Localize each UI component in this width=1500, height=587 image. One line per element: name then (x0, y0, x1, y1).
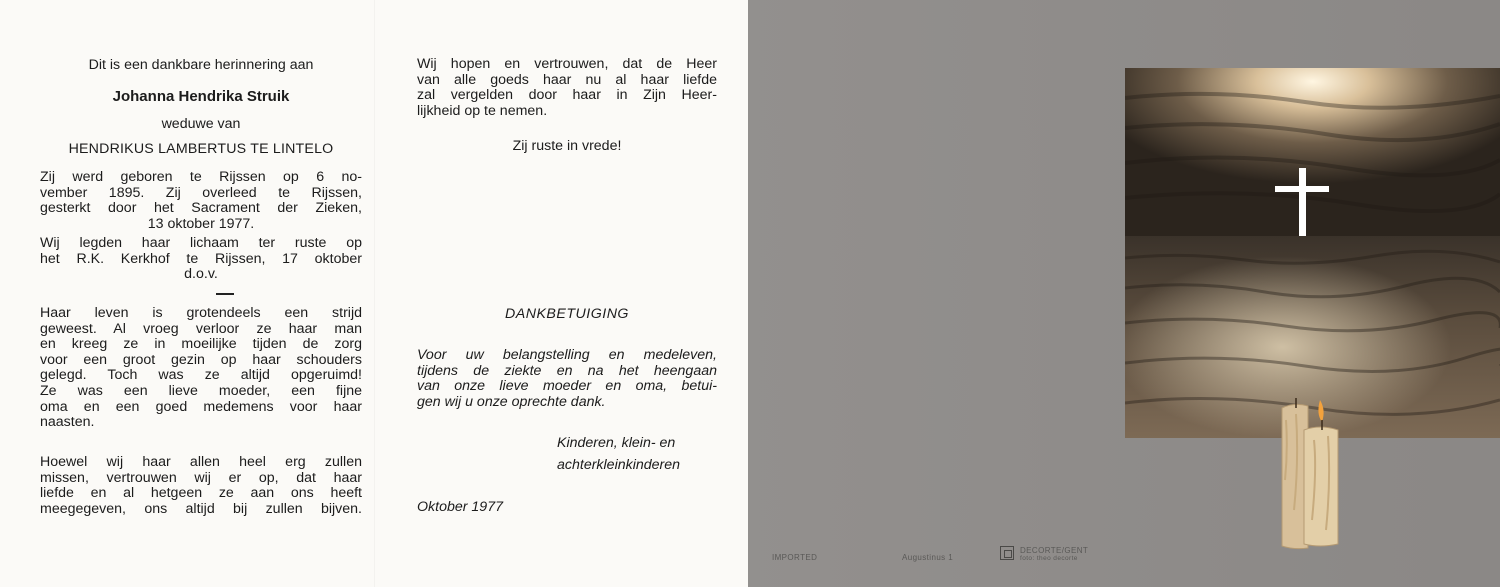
birth-line: vember 1895. Zij overleed te Rijssen, (40, 184, 362, 201)
thanks-line: Voor uw belangstelling en medeleven, (417, 347, 717, 363)
life-line: oma en een goed medemens voor haar (40, 398, 362, 415)
hope-last-line: lijkheid op te nemen. (417, 102, 548, 119)
burial-line: Wij legden haar lichaam ter ruste op (40, 235, 362, 251)
deceased-name: Johanna Hendrika Struik (112, 88, 290, 105)
thanks-last-line: gen wij u onze oprechte dank. (417, 393, 606, 410)
memory-line: liefde en al hetgeen ze aan ons heeft (40, 485, 362, 502)
separator-dash (216, 293, 234, 295)
life-last-line: naasten. (40, 414, 95, 431)
decorte-logo-icon (1000, 546, 1014, 560)
memorial-card-inside (0, 0, 748, 587)
birth-line: gesterkt door het Sacrament der Zieken, (40, 200, 362, 217)
life-line: Ze was een lieve moeder, een fijne (40, 382, 362, 399)
series-label: Augustinus 1 (902, 553, 954, 562)
publisher-label: DECORTE/GENT (1020, 546, 1089, 555)
memory-paragraph (40, 455, 362, 517)
life-line: gelegd. Toch was ze altijd opgeruimd! (40, 367, 362, 384)
rest-in-peace: Zij ruste in vrede! (512, 138, 622, 154)
burial-last-line: d.o.v. (184, 266, 218, 283)
memory-line: Hoewel wij haar allen heel erg zullen (40, 454, 362, 470)
memory-line: meegegeven, ons altijd bij zullen bijven. (40, 500, 362, 517)
memorial-card-cover (748, 0, 1500, 587)
hope-line: Wij hopen en vertrouwen, dat de Heer (417, 56, 717, 72)
widow-of-text: weduwe van (161, 116, 241, 132)
hope-paragraph (417, 57, 717, 119)
life-line: geweest. Al vroeg verloor ze haar man (40, 320, 362, 337)
signature-line-2: achterkleinkinderen (557, 457, 681, 473)
intro-text: Dit is een dankbare herinnering aan (88, 57, 314, 73)
husband-name: HENDRIKUS LAMBERTUS TE LINTELO (68, 141, 334, 157)
candles-icon (1274, 380, 1354, 550)
life-paragraph (40, 306, 362, 431)
thanks-line: van onze lieve moeder en oma, betui- (417, 378, 717, 395)
hope-line: zal vergelden door haar in Zijn Heer- (417, 87, 717, 104)
card-fold (374, 0, 375, 587)
thanks-line: tijdens de ziekte en na het heengaan (417, 362, 717, 379)
thanks-title: DANKBETUIGING (505, 306, 629, 322)
hope-line: van alle goeds haar nu al haar liefde (417, 71, 717, 88)
thanks-paragraph (417, 348, 717, 410)
life-line: en kreeg ze in moeilijke tijden de zorg (40, 336, 362, 353)
birth-paragraph (40, 170, 362, 232)
flame-icon (1318, 400, 1323, 422)
birth-line: Zij werd geboren te Rijssen op 6 no- (40, 169, 362, 185)
signature-line-1: Kinderen, klein- en (557, 435, 676, 451)
imported-label: IMPORTED (772, 553, 818, 562)
memory-line: missen, vertrouwen wij er op, dat haar (40, 469, 362, 486)
burial-line: het R.K. Kerkhof te Rijssen, 17 oktober (40, 250, 362, 267)
birth-date-line: 13 oktober 1977. (147, 215, 255, 232)
life-line: voor een groot gezin op haar schouders (40, 351, 362, 368)
life-line: Haar leven is grotendeels een strijd (40, 305, 362, 321)
burial-paragraph (40, 236, 362, 283)
photo-credit: foto: theo decorte (1020, 555, 1078, 562)
card-date: Oktober 1977 (417, 499, 503, 515)
